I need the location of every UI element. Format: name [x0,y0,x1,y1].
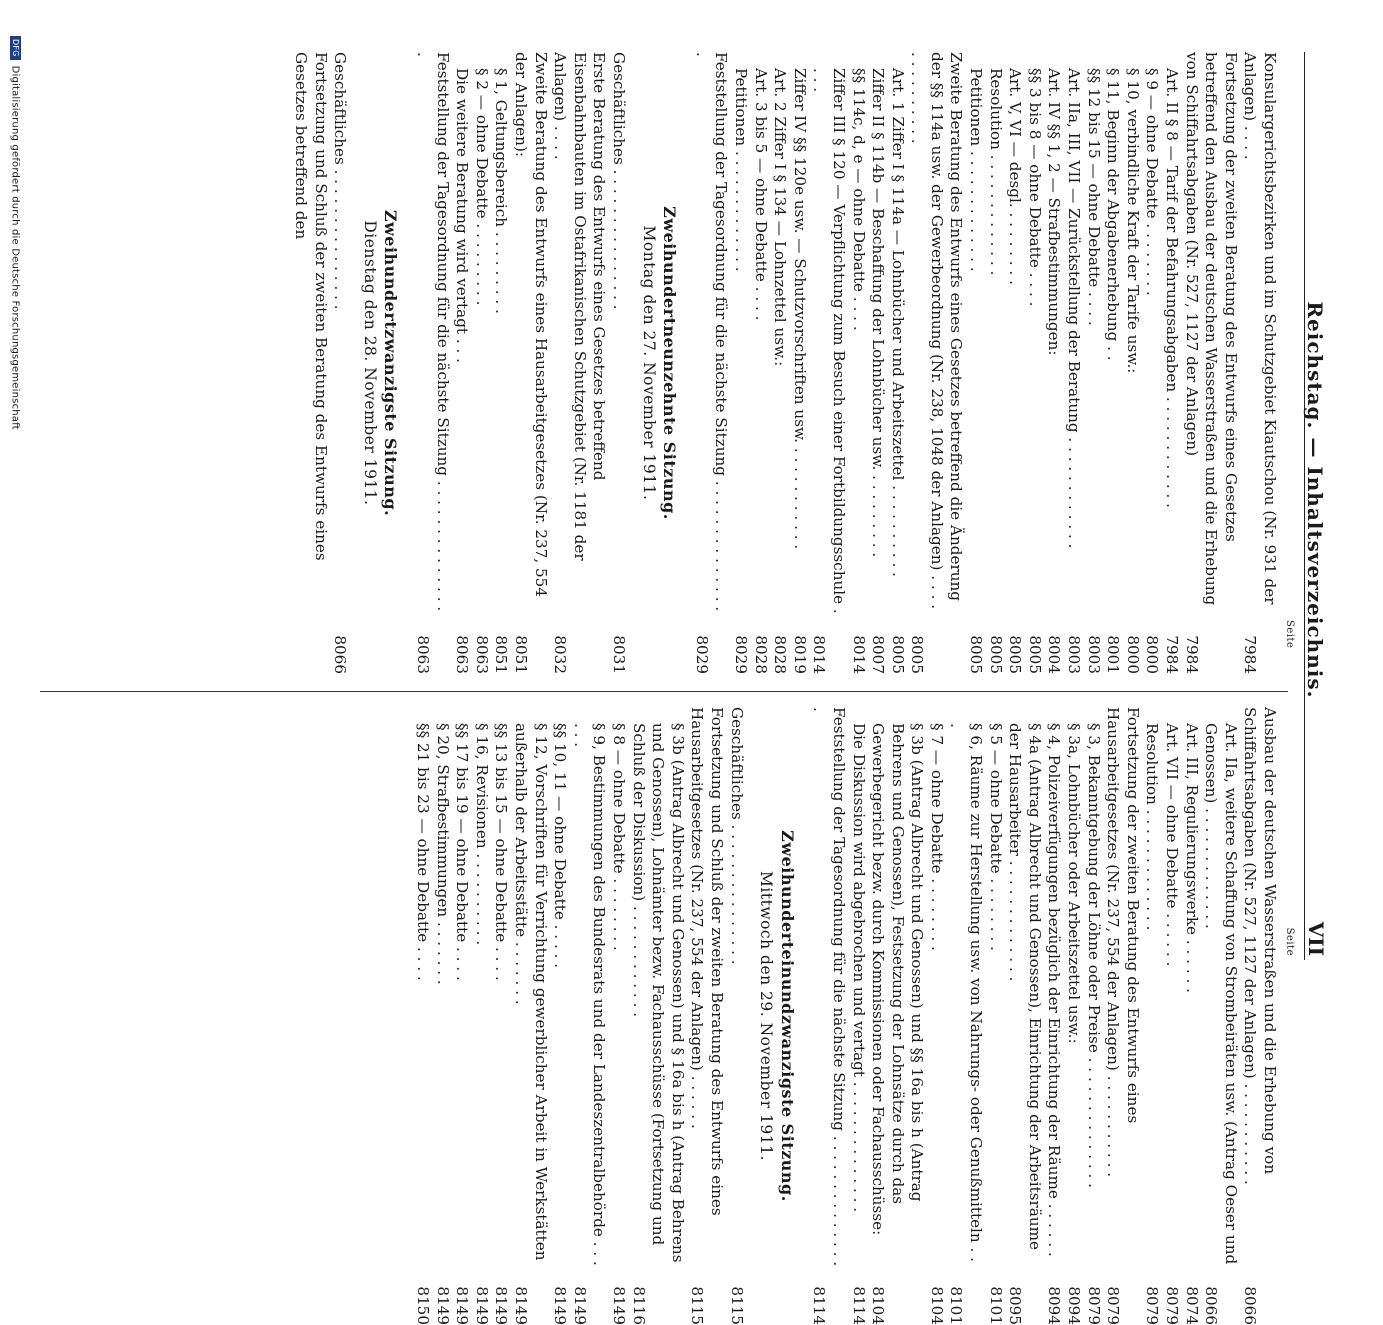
toc-entry-page: 8101 [986,1286,1005,1325]
toc-entry-text: § 9 — ohne Debatte . . . . . . . . [1143,68,1162,296]
toc-entry [1044,707,1064,1325]
toc-entry-text: § 4, Polizeiverfügungen bezüglich der Einrichtung der Räume . . . . . . [1045,723,1064,1257]
toc-entry-page: 7984 [1241,635,1260,674]
toc-entry [452,707,472,1325]
toc-entry-text: §§ 21 bis 23 — ohne Debatte . . . . [414,723,433,981]
toc-entry-text: Geschäftliches . . . . . . . . . . . . . . . [331,52,350,310]
toc-entry [1103,52,1123,674]
toc-entry-page: 8005 [1006,635,1025,674]
toc-entry-page: 8149 [570,1286,589,1325]
left-column [291,52,1280,674]
toc-entry-page: 8014 [810,635,829,674]
toc-entry-text: §§ 12 bis 15 — ohne Debatte . . . . [1084,68,1103,326]
toc-entry-text: Geschäftliches . . . . . . . . . . . . . . . [727,707,746,965]
toc-entry-text: §§ 13 bis 15 — ohne Debatte . . . . [492,723,511,981]
toc-entry-page: 7984 [1163,635,1182,674]
toc-entry-text: Fortsetzung und Schluß der zweiten Beratung des Entwurfs eines Hausarbeitgesetzes (Nr. 237, 554 der Anlagen) . . . . . . [688,707,726,1216]
toc-entry [966,52,986,674]
toc-entry-text: Resolution . . . . . . . . . . . . . [1143,723,1162,931]
toc-entry-text: Art. VII — ohne Debatte . . . . . . [1163,723,1182,967]
toc-entry [907,52,966,674]
toc-entry-text: Geschäftliches . . . . . . . . . . . . . . . [610,52,628,310]
toc-entry [1005,52,1025,674]
toc-entry-text: § 12, Vorschriften für Verrichtung gewerblicher Arbeit in Werkstätten außerhalb der Arbeitsstätte . . . . . . . [512,723,550,1261]
toc-entry [412,52,451,674]
toc-entry-text: Art. II § 8 — Tarif der Befahrungsabgaben . . . . . . . . . . . . [1163,68,1182,508]
toc-entry-page: 8149 [453,1286,472,1325]
toc-entry-page: 8079 [1104,1286,1123,1325]
toc-entry-text: Art. 3 bis 5 — ohne Debatte . . . . [751,68,770,321]
right-entries [809,707,1279,1325]
toc-entry-page: 8001 [1104,635,1123,674]
toc-entry-text: Feststellung der Tagesordnung für die nächste Sitzung . . . . . . . . . . . . . . . [692,52,731,612]
toc-entry [1142,52,1162,674]
toc-entry-page: 8005 [888,635,907,674]
toc-entry-page: 8005 [908,635,927,674]
toc-entry-page: 8003 [1065,635,1084,674]
toc-entry-page: 8079 [1163,1286,1182,1325]
right-column [412,707,1279,1325]
toc-entry-text: § 10, verbindliche Kraft der Tarife usw.: [1123,68,1142,374]
toc-entry-text: Ziffer IV §§ 120e usw. — Schutzvorschriften usw. . . . . . . . . . . . [790,68,809,550]
toc-entry [432,707,452,1325]
toc-entry-page: 8029 [692,635,711,674]
toc-entry-page: 8116 [629,1286,648,1325]
toc-entry [1063,52,1083,674]
toc-entry-text: Fortsetzung und Schluß der zweiten Beratung des Entwurfs eines Gesetzes betreffend den [292,52,330,561]
toc-entry [1201,707,1240,1325]
session-219-entries [412,52,628,674]
toc-entry [608,52,628,674]
session-221-date: Mittwoch den 29. November 1911. [757,871,776,1161]
toc-entry-text: § 5 — ohne Debatte . . . . . . . . [986,723,1005,951]
toc-entry-page: 8149 [472,1286,491,1325]
footer-text: Digitalisierung gefördert durch die Deutsche Forschungsgemeinschaft [9,65,21,430]
toc-entry [1063,707,1083,1325]
toc-entry [471,707,491,1325]
toc-entry-text: §§ 114c, d, e — ohne Debatte . . . . [849,68,868,331]
toc-entry-text: Resolution . . . . . . . . . . . . . [986,68,1005,276]
session-220-heading: Zweihundertzwanzigste Sitzung. [381,209,401,517]
toc-entry-page: 8149 [492,1286,511,1325]
toc-entry-text: Art. 1 Ziffer I § 114a — Lohnbücher und Arbeitszettel . . . . . . . . . . [888,68,907,577]
toc-entry [1161,52,1181,674]
toc-entry-text: § 3, Bekanntgebung der Löhne oder Preise . . . . . . . . . . . . . . [1084,723,1103,1188]
page-header-title: Reichstag. — Inhaltsverzeichnis. [1303,301,1327,699]
toc-entry [628,707,687,1325]
toc-entry-text: Art. IIa, III, VII — Zurückstellung der Beratung . . . . . . . . . . . . [1065,68,1084,549]
toc-entry-page: 7984 [1182,635,1201,674]
toc-entry-text: Fortsetzung der zweiten Beratung des Entwurfs eines Hausarbeitgesetzes (Nr. 237, 554 der Anlagen) . . . . . . . . . . . [1104,707,1142,1178]
toc-entry-page: 8028 [751,635,770,674]
toc-entry-text: Zweite Beratung des Entwurfs eines Hausarbeitgesetzes (Nr. 237, 554 der Anlagen): [512,52,550,597]
toc-entry [926,707,946,1325]
toc-entry [789,52,809,674]
toc-entry-page: 8029 [731,635,750,674]
seite-label-right: Seite [1284,927,1295,956]
toc-entry [1161,707,1181,1325]
session-219-date: Montag den 27. November 1911. [639,225,658,501]
toc-entry-page: 8114 [849,1286,868,1325]
toc-entry-text: Feststellung der Tagesordnung für die nächste Sitzung . . . . . . . . . . . . . . . [414,52,452,612]
toc-entry [985,707,1005,1325]
toc-entry-text: Zweite Beratung des Entwurfs eines Gesetzes betreffend die Änderung der §§ 114a usw. der Gewerbeordnung (Nr. 238, 1048 der Anlagen) . . . . . . . . . . . . . . [908,52,966,610]
seite-label-left: Seite [1284,620,1295,649]
toc-entry-page: 8095 [1006,1286,1025,1325]
toc-entry [726,707,746,1325]
toc-entry [730,52,750,674]
toc-entry [750,52,770,674]
session-221-heading: Zweihunderteinundzwanzigste Sitzung. [777,830,797,1202]
toc-entry [687,707,726,1325]
toc-entry [471,52,491,674]
toc-entry-page: 8066 [1202,1286,1221,1325]
toc-entry-text: § 4a (Antrag Albrecht und Genossen), Einrichtung der Arbeitsräume der Hausarbeiter . . . . . . . . . . . . . [1006,723,1044,1251]
toc-entry-page: 8028 [771,635,790,674]
toc-entry [510,52,549,674]
toc-entry-page: 8149 [551,1286,570,1325]
toc-entry-text: § 2 — ohne Debatte . . . . . . . . . [472,68,491,306]
toc-entry-text: Ziffer II § 114b — Beschaffung der Lohnbücher usw. . . . . . . . . . [869,68,888,558]
toc-entry [809,52,848,674]
session-219-heading: Zweihundertneunzehnte Sitzung. [660,206,680,520]
toc-entry-page: 8150 [414,1286,433,1325]
toc-entry [1103,707,1142,1325]
toc-entry [887,52,907,674]
toc-entry-page: 8066 [1241,1286,1260,1325]
toc-entry [1181,707,1201,1325]
digitization-footer [10,0,22,1000]
toc-entry [848,707,868,1325]
toc-entry-page: 8032 [551,635,570,674]
toc-entry-page: 8101 [947,1286,966,1325]
toc-entry-text: Petitionen . . . . . . . . . . . . . [731,68,750,272]
toc-entry-page: 8063 [472,635,491,674]
column-divider [40,691,1288,692]
toc-entry-page: 8114 [810,1286,829,1325]
session-221-entries [412,707,745,1325]
toc-entry-text: § 20, Strafbestimmungen . . . . . . . [433,723,452,985]
toc-entry [691,52,730,674]
toc-entry-page: 8063 [453,635,472,674]
toc-entry [1122,52,1142,674]
toc-entry-page: 8005 [986,635,1005,674]
toc-entry [550,52,609,674]
page-number: VII [1304,921,1328,956]
toc-entry-text: §§ 3 bis 8 — ohne Debatte . . . . [1025,68,1044,307]
toc-entry [550,707,570,1325]
toc-entry [1240,707,1279,1325]
toc-entry-page: 8074 [1182,1286,1201,1325]
toc-entry-page: 8066 [331,635,350,674]
toc-entry-page: 8005 [967,635,986,674]
toc-entry-text: § 8 — ohne Debatte . . . . . . . . [610,723,628,951]
toc-entry-text: Art. 2 Ziffer I § 134 — Lohnzettel usw.: [771,68,790,367]
toc-entry [491,707,511,1325]
toc-entry-page: 8031 [610,635,628,674]
toc-entry-text: § 3a, Lohnbücher oder Arbeitszettel usw.: [1065,723,1084,1044]
session-220-entries [291,52,350,674]
toc-entry-page: 8005 [1025,635,1044,674]
toc-entry [848,52,868,674]
toc-entry [569,707,608,1325]
toc-entry-page: 8149 [433,1286,452,1325]
toc-entry-page: 8003 [1084,635,1103,674]
toc-entry-text: § 1, Geltungsbereich . . . . . . . . . [492,68,511,314]
toc-entry-text: Art. III, Regulierungswerke . . . . . . [1182,723,1201,993]
toc-entry [770,52,790,674]
toc-entry-page: 8051 [512,635,531,674]
toc-entry-text: § 16, Revisionen . . . . . . . . . . [472,723,491,946]
toc-entry [868,52,888,674]
toc-entry-page: 8051 [492,635,511,674]
toc-entry-page: 8094 [1065,1286,1084,1325]
toc-entry-text: § 11, Beginn der Abgabenerhebung . . [1104,68,1123,361]
toc-entry [330,52,350,674]
toc-entry [1024,52,1044,674]
toc-entry-page: 8104 [869,1286,888,1325]
toc-entry-text: § 6, Räume zur Herstellung usw. von Nahrungs- oder Genußmitteln . . . [947,723,986,1263]
toc-entry-page: 8115 [688,1286,707,1325]
toc-entry-text: Feststellung der Tagesordnung für die nächste Sitzung . . . . . . . . . . . . . . . [810,707,848,1267]
toc-entry-page: 8094 [1045,1286,1064,1325]
session-220-date: Dienstag den 28. November 1911. [360,220,379,506]
toc-entry-page: 8004 [1045,635,1064,674]
toc-entry-page: 8115 [727,1286,746,1325]
toc-entry [1083,707,1103,1325]
toc-entry-text: § 9, Bestimmungen des Bundesrats und der Landeszentralbehörde . . . . . . [570,723,609,1266]
toc-entry-text: Art. IIa, weitere Schaffung von Strombeiräten usw. (Antrag Oeser und Genossen) . . . . . . . . . . . . . [1202,723,1240,1265]
toc-entry [946,707,985,1325]
toc-entry [985,52,1005,674]
toc-entry-text: Die weitere Beratung wird vertagt . . . [453,68,472,363]
toc-entry-page: 8063 [414,635,433,674]
toc-entry-text: Ausbau der deutschen Wasserstraßen und die Erhebung von Schiffahrtsabgaben (Nr. 527, 1127 der Anlagen) . . . . . . . . . . . [1241,707,1279,1185]
toc-entry-text: Erste Beratung des Entwurfs eines Gesetzes betreffend Eisenbahnbauten im Ostafrikanischen Schutzgebiet (Nr. 1181 der Anlagen) . . . . [551,52,609,561]
toc-entry-text: § 7 — ohne Debatte . . . . . . . . [927,723,946,951]
toc-entry [868,707,927,1325]
toc-entry-text: Konsulargerichtsbezirken und im Schutzgebiet Kiautschou (Nr. 931 der Anlagen) . . . . [1241,52,1279,605]
toc-entry [1142,707,1162,1325]
toc-entry [1044,52,1064,674]
left-entries [691,52,1279,674]
toc-entry [809,707,848,1325]
toc-entry-page: 8079 [1143,1286,1162,1325]
toc-entry-page: 8019 [790,635,809,674]
toc-entry-text: § 3b (Antrag Albrecht und Genossen) und §§ 16a bis h (Antrag Behrens und Genossen), Festsetzung der Lohnsätze durch das Gewerbegericht bezw. durch Kommissionen oder Fachausschüsse: [869,723,927,1236]
toc-entry [1240,52,1279,674]
toc-entry [452,52,472,674]
toc-entry [491,52,511,674]
toc-entry-text: §§ 10, 11 — ohne Debatte . . . . . [551,723,570,969]
toc-entry [1005,707,1044,1325]
toc-entry [608,707,628,1325]
toc-entry-text: Die Diskussion wird abgebrochen und vertagt . . . . . . . . . . . . . . [849,723,868,1213]
toc-entry-page: 8007 [869,635,888,674]
toc-entry [412,707,432,1325]
toc-entry-text: Petitionen . . . . . . . . . . . . . [967,68,986,272]
toc-entry [510,707,549,1325]
toc-entry-text: §§ 17 bis 19 — ohne Debatte . . . . [453,723,472,981]
header-rule [1304,52,1305,960]
toc-entry [291,52,330,674]
toc-entry-page: 8014 [849,635,868,674]
toc-entry [1083,52,1103,674]
toc-entry-text: Fortsetzung der zweiten Beratung des Entwurfs eines Gesetzes betreffend den Ausbau der deutschen Wasserstraßen und die Erhebung von Schiffahrtsabgaben (Nr. 527, 1127 der Anlagen) [1182,52,1240,606]
toc-entry [1181,52,1240,674]
toc-entry-text: Ziffer III § 120 — Verpflichtung zum Besuch einer Fortbildungsschule . . . . [810,68,848,614]
toc-entry-page: 8149 [512,1286,531,1325]
toc-entry-page: 8149 [610,1286,628,1325]
toc-entry-page: 8000 [1143,635,1162,674]
toc-entry-text: § 3b (Antrag Albrecht und Genossen) und § 16a bis h (Antrag Behrens und Genossen), Lohnämter bezw. Fachausschüsse (Fortsetzung und Schluß der Diskussion) . . . . . . . . . . . . [629,723,687,1263]
toc-entry-page: 8000 [1123,635,1142,674]
toc-entry-page: 8079 [1084,1286,1103,1325]
toc-entry-text: Art. V, VI — desgl. . . . . . . . . [1006,68,1025,285]
dfg-logo: DFG [10,36,21,60]
toc-entry-page: 8104 [927,1286,946,1325]
toc-entry-text: Art. IV §§ 1, 2 — Strafbestimmungen: [1045,68,1064,356]
